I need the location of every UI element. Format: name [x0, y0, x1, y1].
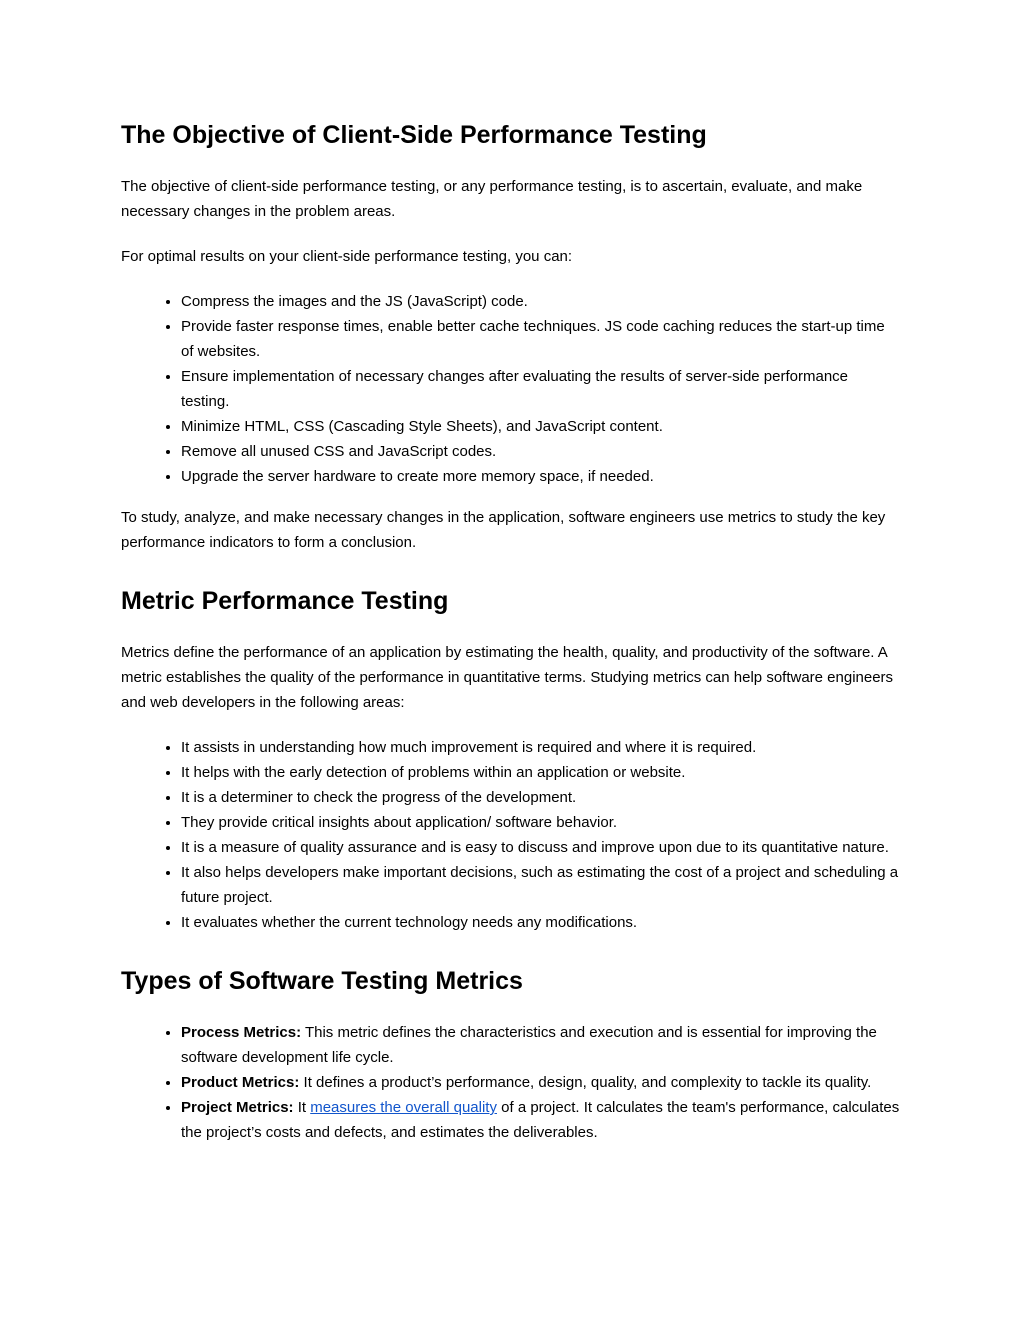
list-item: • It assists in understanding how much improvement is required and where it is required. — [181, 735, 900, 760]
list-item: • It helps with the early detection of problems within an application or website. — [181, 760, 900, 785]
list-item: • Remove all unused CSS and JavaScript codes. — [181, 439, 900, 464]
para-objective-intro: The objective of client-side performance testing, or any performance testing, is to ascertain, evaluate, and make necessary changes in the problem areas. — [121, 178, 863, 220]
project-metrics-pre-link-text: It — [293, 1099, 311, 1116]
product-metrics-text: It defines a product’s performance, design, quality, and complexity to tackle its quality. — [299, 1074, 872, 1091]
process-metrics-text: This metric defines the characteristics and execution and is essential for improving the software development life cycle. — [181, 1024, 877, 1066]
heading-types-of-metrics: Types of Software Testing Metrics — [121, 967, 523, 995]
project-metrics-post-link-text: of a project. It calculates the team's performance, calculates the project’s costs and defects, and estimates the deliverables. — [181, 1099, 900, 1141]
list-item: • It is a determiner to check the progress of the development. — [181, 785, 900, 810]
list-metric-types — [121, 1020, 900, 1145]
list-item: • Ensure implementation of necessary changes after evaluating the results of server-side performance testing. — [181, 364, 900, 414]
para-study-analyze: To study, analyze, and make necessary changes in the application, software engineers use metrics to study the key performance indicators to form a conclusion. — [121, 509, 886, 551]
list-item: • It is a measure of quality assurance and is easy to discuss and improve upon due to its quantitative nature. — [181, 835, 900, 860]
list-metric-benefits — [121, 735, 900, 935]
list-item: • Minimize HTML, CSS (Cascading Style Sheets), and JavaScript content. — [181, 414, 900, 439]
list-item: • They provide critical insights about application/ software behavior. — [181, 810, 900, 835]
list-item-product-metrics — [181, 1070, 900, 1095]
list-item: • It also helps developers make important decisions, such as estimating the cost of a project and scheduling a future project. — [181, 860, 900, 910]
para-optimal-results: For optimal results on your client-side performance testing, you can: — [121, 248, 573, 265]
process-metrics-label: Process Metrics: — [181, 1024, 302, 1041]
project-metrics-label: Project Metrics: — [181, 1099, 294, 1116]
list-optimal-results — [121, 289, 900, 489]
measures-overall-quality-link[interactable]: measures the overall quality — [310, 1099, 497, 1116]
list-item-process-metrics — [181, 1020, 900, 1070]
para-metrics-define: Metrics define the performance of an application by estimating the health, quality, and productivity of the software. A metric establishes the quality of the performance in quantitative terms. Studying metrics can help software engineers and web developers in the following areas: — [121, 644, 894, 711]
list-item-project-metrics — [181, 1095, 900, 1145]
heading-objective-client-side: The Objective of Client-Side Performance Testing — [121, 121, 707, 149]
list-item: • Upgrade the server hardware to create more memory space, if needed. — [181, 464, 900, 489]
heading-metric-performance: Metric Performance Testing — [121, 587, 449, 615]
product-metrics-label: Product Metrics: — [181, 1074, 300, 1091]
list-item: • Provide faster response times, enable better cache techniques. JS code caching reduces the start-up time of websites. — [181, 314, 900, 364]
list-item: • It evaluates whether the current technology needs any modifications. — [181, 910, 900, 935]
list-item: • Compress the images and the JS (JavaScript) code. — [181, 289, 900, 314]
